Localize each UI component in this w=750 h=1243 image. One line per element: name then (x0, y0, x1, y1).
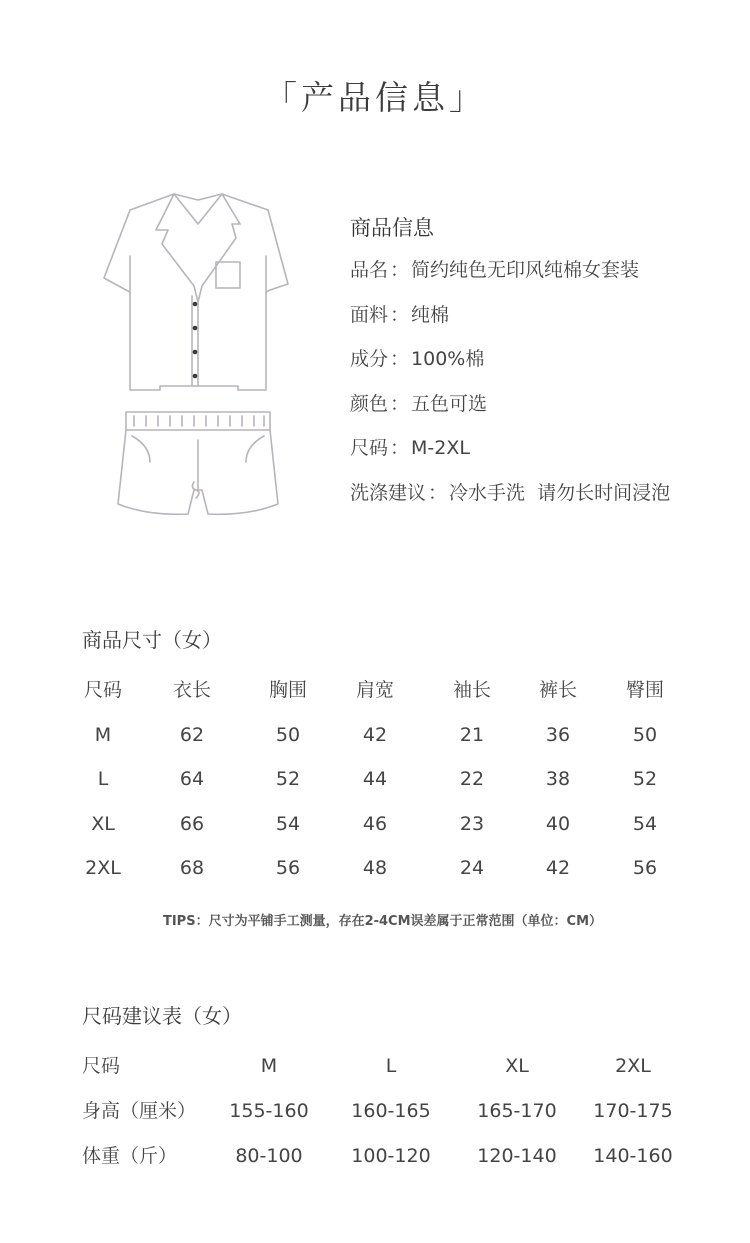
measurement-tips: TIPS：尺寸为平铺手工测量，存在2-4CM误差属于正常范围（单位：CM） (162, 914, 603, 929)
size-cell: M (94, 723, 112, 746)
recommendation-cell: 155-160 (229, 1100, 309, 1122)
size-cell: 50 (632, 723, 658, 746)
recommendation-row-label: 尺码 (82, 1055, 121, 1077)
recommendation-cell: 170-175 (593, 1100, 673, 1122)
info-row-washing: 洗涤建议 ： 冷水手洗 请勿长时间浸泡 (350, 481, 671, 504)
shorts-outline (126, 412, 270, 430)
product-info-heading: 商品信息 (350, 216, 434, 240)
size-cell: 臀围 (625, 679, 664, 701)
recommendation-cell: 165-170 (477, 1100, 557, 1122)
size-cell: 62 (179, 723, 205, 746)
size-cell: 36 (545, 723, 571, 746)
size-cell: 24 (459, 857, 485, 879)
size-cell: 40 (545, 812, 571, 835)
size-cell: 52 (632, 768, 658, 790)
size-cell: 56 (275, 857, 301, 879)
recommendation-row (0, 1044, 750, 1089)
info-row-color: 颜色 ： 五色可选 (350, 392, 488, 415)
info-row-size: 尺码 ： M-2XL (350, 437, 470, 459)
recommendation-cell: 2XL (615, 1055, 651, 1077)
size-row (60, 757, 740, 802)
size-cell: 68 (179, 857, 205, 879)
size-cell: 50 (275, 723, 301, 746)
recommendation-cell: 100-120 (351, 1145, 431, 1167)
size-cell: 38 (545, 768, 571, 790)
button-1 (193, 302, 198, 307)
recommendation-row-label: 身高（厘米） (82, 1100, 197, 1122)
size-cell: XL (91, 812, 115, 835)
recommendation-cell: 160-165 (351, 1100, 431, 1122)
info-row-composition: 成分 ： 100%棉 (350, 348, 485, 370)
size-cell: 64 (179, 768, 205, 790)
size-cell: 54 (632, 812, 658, 835)
size-row (60, 713, 740, 758)
size-cell: 42 (362, 723, 388, 746)
recommendation-row-label: 体重（斤） (82, 1145, 178, 1167)
size-cell: 44 (362, 768, 388, 790)
size-row (60, 846, 740, 891)
size-cell: 54 (275, 812, 301, 835)
size-cell: 42 (545, 857, 571, 879)
product-info (350, 208, 740, 515)
size-cell: 胸围 (268, 679, 307, 701)
size-header-row (60, 668, 740, 713)
button-4 (193, 374, 198, 379)
recommendation-cell: XL (505, 1055, 529, 1077)
size-cell: 56 (632, 857, 658, 879)
size-cell: 袖长 (452, 679, 491, 701)
button-3 (193, 350, 198, 355)
recommendation-cell: 120-140 (477, 1145, 557, 1167)
recommendation-cell: L (385, 1055, 397, 1077)
recommendation-cell: 80-100 (235, 1145, 303, 1167)
size-cell: 52 (275, 768, 301, 790)
size-cell: 衣长 (172, 679, 211, 701)
size-cell: 尺码 (83, 679, 122, 701)
size-cell: 裤长 (538, 679, 577, 701)
info-row-name: 品名 ： 简约纯色无印风纯棉女套装 (350, 259, 640, 281)
size-cell: 48 (362, 857, 388, 879)
size-recommendation-table (0, 1044, 750, 1179)
size-cell: 22 (459, 768, 485, 790)
size-cell: 肩宽 (355, 679, 394, 701)
size-row (60, 802, 740, 847)
size-cell: 46 (362, 812, 388, 835)
size-cell: 21 (459, 723, 485, 746)
page-title: 「产品信息」 (264, 78, 486, 117)
size-cell: 66 (179, 812, 205, 835)
size-cell: 2XL (85, 857, 121, 879)
info-row-fabric: 面料 ： 纯棉 (350, 303, 450, 326)
size-cell: L (97, 768, 109, 790)
recommendation-row (0, 1089, 750, 1134)
size-recommendation-title: 尺码建议表（女） (82, 1004, 242, 1028)
size-cell: 23 (459, 812, 485, 835)
pajama-set-illustration (98, 190, 298, 530)
recommendation-cell: M (260, 1055, 278, 1077)
recommendation-row (0, 1134, 750, 1179)
size-chart-title: 商品尺寸（女） (82, 628, 222, 652)
recommendation-cell: 140-160 (593, 1145, 673, 1167)
button-2 (193, 326, 198, 331)
size-chart-table (60, 668, 740, 891)
